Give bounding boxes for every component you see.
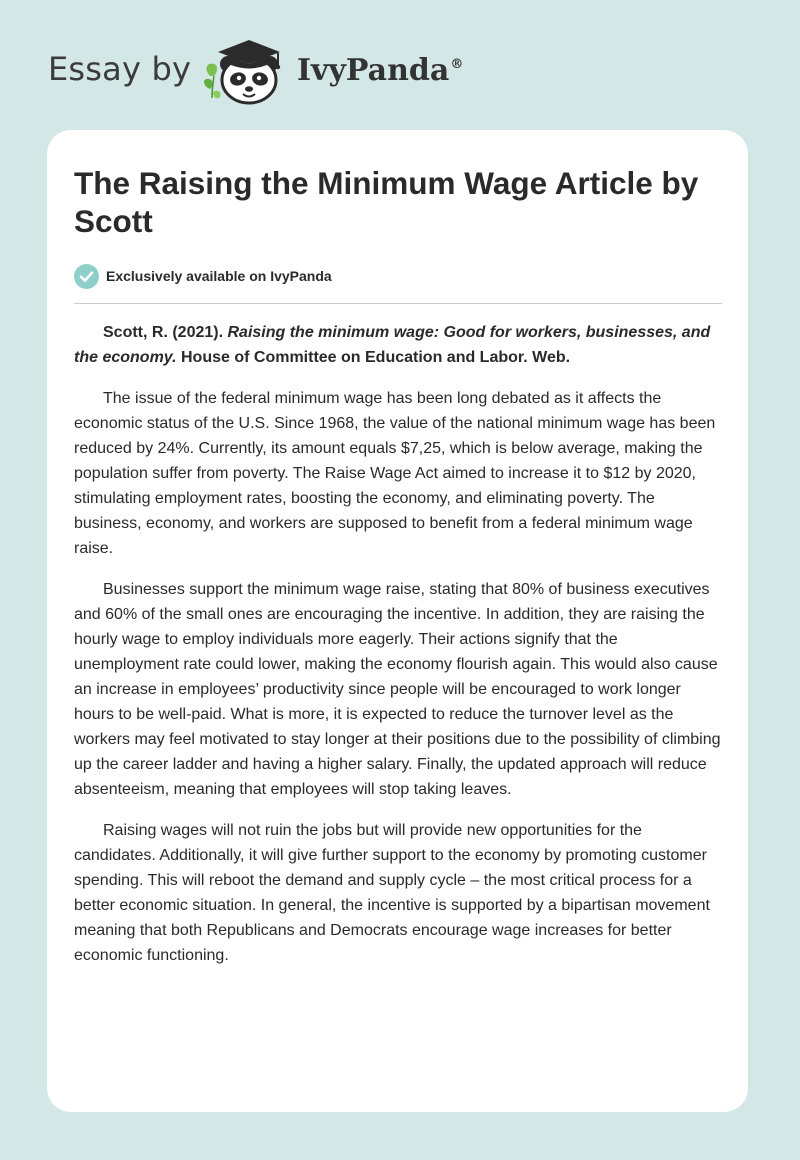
article-body — [74, 320, 724, 984]
registered-mark: ® — [450, 57, 464, 72]
brand-text: IvyPanda — [297, 53, 450, 88]
exclusive-badge — [74, 263, 332, 289]
citation-publisher: House of Committee on Education and Labor. Web. — [181, 349, 571, 366]
site-header — [0, 0, 800, 130]
check-circle-icon — [74, 264, 99, 289]
paragraph: The issue of the federal minimum wage has been long debated as it affects the economic status of the U.S. Since 1968, the value of the national minimum wage has been reduced by 24%. Currently, its amount equals $7,25, which is below average, making the population suffer from poverty. The Raise Wage Act aimed to increase it to $12 by 2020, stimulating employment rates, boosting the economy, and eliminating poverty. The business, economy, and workers are supposed to benefit from a federal minimum wage raise. — [74, 390, 716, 557]
article-card — [47, 130, 748, 1112]
citation-work-title: Raising the minimum wage: Good for workers, businesses, and the economy. — [74, 324, 711, 366]
brand-name[interactable] — [297, 53, 463, 88]
divider — [74, 303, 722, 304]
citation — [74, 320, 724, 370]
paragraph: Raising wages will not ruin the jobs but will provide new opportunities for the candidates. Additionally, it will give further support to the economy by promoting customer spending. This will reboot the demand and supply cycle – the most critical process for a better economic situation. In general, the incentive is supported by a bipartisan movement meaning that both Republicans and Democrats encourage wage increases for better economic functioning. — [74, 822, 710, 964]
page-title: The Raising the Minimum Wage Article by Scott — [74, 165, 699, 239]
paragraph: Businesses support the minimum wage raise, stating that 80% of business executives and 60% of the small ones are encouraging the incentive. In addition, they are raising the hourly wage to employ individuals more eagerly. Their actions signify that the unemployment rate could lower, making the economy flourish again. This would also cause an increase in employees’ productivity since people will be encouraged to work longer hours to be well-paid. What is more, it is expected to reduce the turnover level as the workers may feel motivated to stay longer at their positions due to the possibility of climbing up the career ladder and having a higher salary. Finally, the updated approach will reduce absenteeism, meaning that employees will stop taking leaves. — [74, 581, 721, 798]
panda-logo-icon[interactable] — [200, 34, 296, 108]
essay-by-label: Essay by — [48, 50, 192, 88]
exclusive-badge-label: Exclusively available on IvyPanda — [106, 268, 332, 284]
citation-author: Scott, R. (2021). — [103, 324, 224, 341]
